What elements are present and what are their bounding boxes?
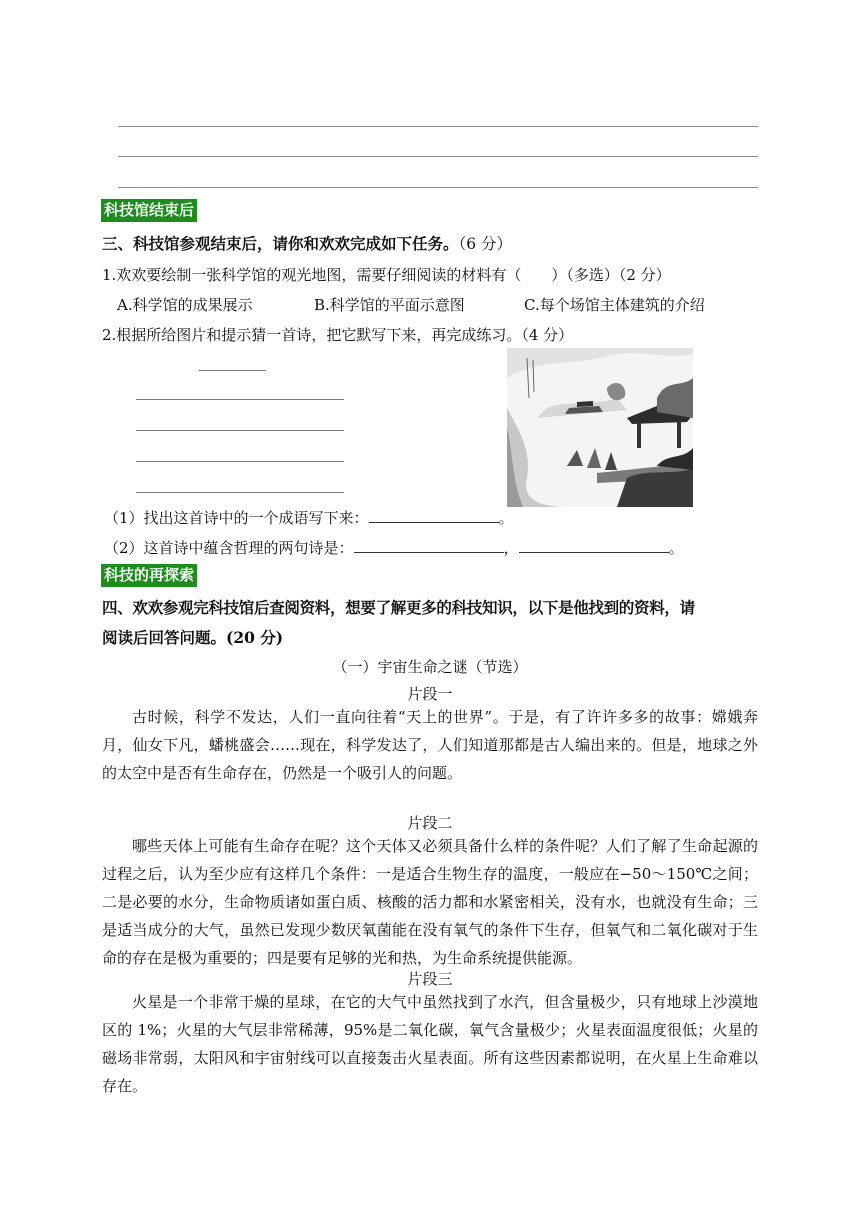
poem-line-3[interactable] (136, 461, 344, 462)
answer-line-3[interactable] (118, 187, 758, 188)
q2-sub2-blank-1[interactable] (354, 537, 504, 553)
question-1: 1.欢欢要绘制一张科学馆的观光地图，需要仔细阅读的材料有（ ）（多选）（2 分） (102, 266, 671, 284)
answer-line-2[interactable] (118, 156, 758, 157)
q2-sub1-suffix: 。 (498, 509, 514, 527)
q2-sub1-prefix: （1）找出这首诗中的一个成语写下来： (104, 509, 369, 527)
section-tag-after-visit: 科技馆结束后 (101, 199, 197, 222)
q2-sub2-blank-2[interactable] (519, 537, 669, 553)
q2-sub1-blank[interactable] (369, 507, 499, 523)
fragment-1-text: 古时候，科学不发达，人们一直向往着“天上的世界”。于是，有了许许多多的故事：嫦娥奔月，仙女下凡，蟠桃盛会……现在，科学发达了，人们知道那都是古人编出来的。但是，地球之外的太空中是否有生命存在，仍然是一个吸引人的问题。 (102, 708, 758, 782)
fragment-2-title: 片段二 (407, 814, 453, 832)
section4-heading-line2: 阅读后回答问题。(20 分) (102, 628, 284, 647)
fragment-3-text: 火星是一个非常干燥的星球，在它的大气中虽然找到了水汽，但含量极少，只有地球上沙漠地区的 1%；火星的大气层非常稀薄，95%是二氧化碳，氧气含量极少；火星表面温度很低；火星的磁场非常弱，太阳风和宇宙射线可以直接轰击火星表面。所有这些因素都说明，在火星上生命难以存在。 (102, 993, 758, 1095)
answer-line-1[interactable] (118, 126, 758, 127)
section-tag-re-explore: 科技的再探索 (101, 564, 197, 587)
fragment-1-title: 片段一 (407, 685, 453, 703)
q1-option-b[interactable]: B.科学馆的平面示意图 (314, 296, 465, 314)
q2-sub2-prefix: （2）这首诗中蕴含哲理的两句诗是： (104, 539, 354, 557)
poem-title-line[interactable] (199, 370, 266, 371)
poem-line-2[interactable] (136, 430, 344, 431)
fragment-3-title: 片段三 (407, 970, 453, 988)
poem-line-1[interactable] (136, 399, 344, 400)
ink-painting-image (507, 348, 693, 507)
q1-option-a[interactable]: A.科学馆的成果展示 (117, 296, 253, 314)
q2-sub2-suffix: 。 (668, 539, 684, 557)
section3-heading (102, 232, 512, 254)
q2-sub2-mid: ， (503, 539, 519, 557)
poem-line-4[interactable] (136, 492, 344, 493)
section4-heading-line1: 四、欢欢参观完科技馆后查阅资料，想要了解更多的科技知识，以下是他找到的资料，请 (102, 598, 695, 617)
q1-option-c[interactable]: C.每个场馆主体建筑的介绍 (524, 296, 705, 314)
section3-heading-text: 三、科技馆参观结束后，请你和欢欢完成如下任务。 (102, 234, 459, 253)
fragment-2-text: 哪些天体上可能有生命存在呢？这个天体又必须具备什么样的条件呢？人们了解了生命起源的过程之后，认为至少应有这样几个条件：一是适合生物生存的温度，一般应在−50～150℃之间；二是必要的水分，生命物质诸如蛋白质、核酸的活力都和水紧密相关，没有水，也就没有生命；三是适当成分的大气，虽然已发现少数厌氧菌能在没有氧气的条件下生存，但氧气和二氧化碳对于生命的存在是极为重要的；四是要有足够的光和热，为生命系统提供能源。 (102, 837, 758, 967)
q2-sub2 (104, 537, 684, 558)
q2-sub1 (104, 507, 514, 528)
section3-heading-points: （6 分） (458, 235, 513, 253)
article-title: （一）宇宙生命之谜（节选） (332, 658, 528, 676)
question-2: 2.根据所给图片和提示猜一首诗，把它默写下来，再完成练习。（4 分） (102, 326, 574, 344)
